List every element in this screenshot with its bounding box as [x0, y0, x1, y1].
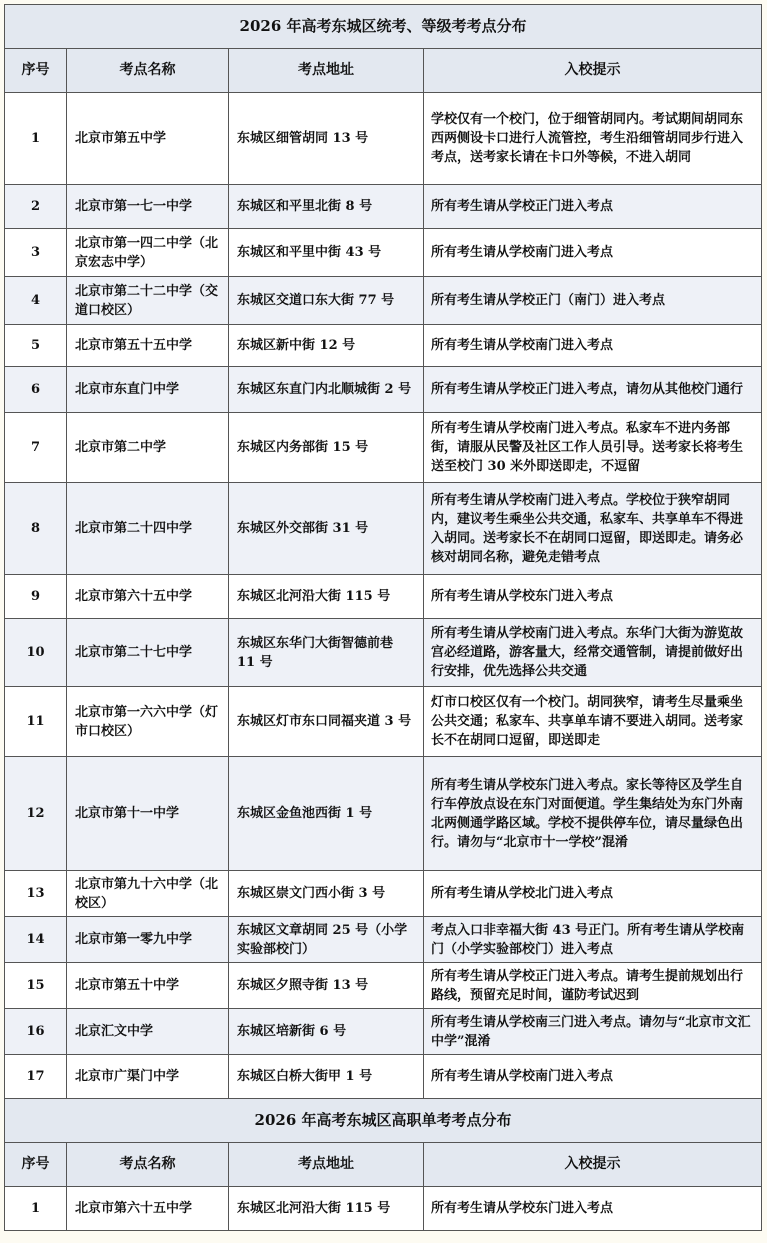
section1-title: 2026 年高考东城区统考、等级考考点分布: [5, 5, 762, 49]
row-index: 12: [5, 757, 67, 871]
table-row: [5, 277, 762, 325]
header-entry-tip: 入校提示: [424, 1143, 762, 1187]
row-entry-tip: 所有考生请从学校正门进入考点: [424, 185, 762, 229]
header-site-name: 考点名称: [67, 49, 229, 93]
row-site-address: 东城区北河沿大街 115 号: [229, 575, 424, 619]
row-site-address: 东城区夕照寺街 13 号: [229, 963, 424, 1009]
row-index: 14: [5, 917, 67, 963]
row-site-name: 北京市第九十六中学（北校区）: [67, 871, 229, 917]
section1-header-row: [5, 49, 762, 93]
row-site-name: 北京市第十一中学: [67, 757, 229, 871]
section2-title-row: [5, 1099, 762, 1143]
row-index: 1: [5, 1187, 67, 1231]
table-row: [5, 687, 762, 757]
section1-title-row: [5, 5, 762, 49]
row-site-address: 东城区文章胡同 25 号（小学实验部校门）: [229, 917, 424, 963]
table-row: [5, 963, 762, 1009]
row-site-name: 北京市第六十五中学: [67, 1187, 229, 1231]
row-site-name: 北京市东直门中学: [67, 367, 229, 413]
section2-title: 2026 年高考东城区高职单考考点分布: [5, 1099, 762, 1143]
row-site-address: 东城区金鱼池西街 1 号: [229, 757, 424, 871]
table-row: [5, 325, 762, 367]
exam-site-table: [4, 4, 762, 1231]
row-site-name: 北京市第一四二中学（北京宏志中学）: [67, 229, 229, 277]
row-entry-tip: 所有考生请从学校正门进入考点。请考生提前规划出行路线，预留充足时间，谨防考试迟到: [424, 963, 762, 1009]
row-index: 6: [5, 367, 67, 413]
table-row: [5, 1055, 762, 1099]
row-site-address: 东城区内务部街 15 号: [229, 413, 424, 483]
row-entry-tip: 所有考生请从学校南门进入考点。私家车不进内务部街，请服从民警及社区工作人员引导。送考家长将考生送至校门 30 米外即送即走，不逗留: [424, 413, 762, 483]
row-index: 5: [5, 325, 67, 367]
table-row: [5, 1009, 762, 1055]
row-site-address: 东城区和平里北街 8 号: [229, 185, 424, 229]
row-entry-tip: 所有考生请从学校正门（南门）进入考点: [424, 277, 762, 325]
row-site-address: 东城区北河沿大街 115 号: [229, 1187, 424, 1231]
table-row: [5, 871, 762, 917]
exam-site-document: [4, 4, 761, 1231]
row-site-name: 北京市第五十五中学: [67, 325, 229, 367]
table-row: [5, 575, 762, 619]
row-entry-tip: 所有考生请从学校东门进入考点: [424, 1187, 762, 1231]
row-site-address: 东城区和平里中街 43 号: [229, 229, 424, 277]
row-site-name: 北京市第五十中学: [67, 963, 229, 1009]
row-entry-tip: 所有考生请从学校正门进入考点，请勿从其他校门通行: [424, 367, 762, 413]
row-site-address: 东城区东华门大街智德前巷 11 号: [229, 619, 424, 687]
row-site-address: 东城区交道口东大街 77 号: [229, 277, 424, 325]
row-index: 3: [5, 229, 67, 277]
row-site-name: 北京市第一零九中学: [67, 917, 229, 963]
row-entry-tip: 所有考生请从学校南门进入考点: [424, 1055, 762, 1099]
section2-rows: [5, 1187, 762, 1231]
table-row: [5, 1187, 762, 1231]
row-site-address: 东城区白桥大街甲 1 号: [229, 1055, 424, 1099]
row-entry-tip: 所有考生请从学校东门进入考点。家长等待区及学生自行车停放点设在东门对面便道。学生集结处为东门外南北两侧通学路区域。学校不提供停车位，请尽量绿色出行。请勿与“北京市十一学校”混淆: [424, 757, 762, 871]
row-site-name: 北京市第二十四中学: [67, 483, 229, 575]
header-entry-tip: 入校提示: [424, 49, 762, 93]
row-entry-tip: 考点入口非幸福大街 43 号正门。所有考生请从学校南门（小学实验部校门）进入考点: [424, 917, 762, 963]
table-row: [5, 619, 762, 687]
row-index: 7: [5, 413, 67, 483]
row-site-address: 东城区灯市东口同福夹道 3 号: [229, 687, 424, 757]
row-site-name: 北京市第一七一中学: [67, 185, 229, 229]
row-site-name: 北京市第六十五中学: [67, 575, 229, 619]
header-site-address: 考点地址: [229, 1143, 424, 1187]
row-site-name: 北京市第一六六中学（灯市口校区）: [67, 687, 229, 757]
row-entry-tip: 灯市口校区仅有一个校门。胡同狭窄，请考生尽量乘坐公共交通；私家车、共享单车请不要进入胡同。送考家长不在胡同口逗留，即送即走: [424, 687, 762, 757]
table-row: [5, 413, 762, 483]
row-site-name: 北京汇文中学: [67, 1009, 229, 1055]
row-entry-tip: 所有考生请从学校北门进入考点: [424, 871, 762, 917]
table-row: [5, 229, 762, 277]
row-site-address: 东城区培新街 6 号: [229, 1009, 424, 1055]
row-site-name: 北京市第二十七中学: [67, 619, 229, 687]
section1-rows: [5, 93, 762, 1099]
row-site-address: 东城区外交部街 31 号: [229, 483, 424, 575]
row-entry-tip: 所有考生请从学校南门进入考点: [424, 325, 762, 367]
row-site-name: 北京市第二中学: [67, 413, 229, 483]
table-row: [5, 367, 762, 413]
row-entry-tip: 学校仅有一个校门，位于细管胡同内。考试期间胡同东西两侧设卡口进行人流管控，考生沿细管胡同步行进入考点，送考家长请在卡口外等候，不进入胡同: [424, 93, 762, 185]
row-index: 17: [5, 1055, 67, 1099]
row-index: 11: [5, 687, 67, 757]
row-index: 15: [5, 963, 67, 1009]
row-site-name: 北京市第五中学: [67, 93, 229, 185]
row-entry-tip: 所有考生请从学校东门进入考点: [424, 575, 762, 619]
table-row: [5, 185, 762, 229]
row-index: 4: [5, 277, 67, 325]
row-entry-tip: 所有考生请从学校南门进入考点: [424, 229, 762, 277]
table-row: [5, 757, 762, 871]
header-index: 序号: [5, 49, 67, 93]
header-site-name: 考点名称: [67, 1143, 229, 1187]
row-site-address: 东城区崇文门西小街 3 号: [229, 871, 424, 917]
table-row: [5, 917, 762, 963]
section2-header-row: [5, 1143, 762, 1187]
row-entry-tip: 所有考生请从学校南门进入考点。东华门大街为游览故宫必经道路，游客量大，经常交通管制，请提前做好出行安排，优先选择公共交通: [424, 619, 762, 687]
row-index: 13: [5, 871, 67, 917]
row-site-name: 北京市第二十二中学（交道口校区）: [67, 277, 229, 325]
row-site-address: 东城区东直门内北顺城街 2 号: [229, 367, 424, 413]
row-index: 1: [5, 93, 67, 185]
row-site-name: 北京市广渠门中学: [67, 1055, 229, 1099]
table-row: [5, 483, 762, 575]
header-site-address: 考点地址: [229, 49, 424, 93]
header-index: 序号: [5, 1143, 67, 1187]
table-row: [5, 93, 762, 185]
row-site-address: 东城区新中街 12 号: [229, 325, 424, 367]
row-site-address: 东城区细管胡同 13 号: [229, 93, 424, 185]
row-entry-tip: 所有考生请从学校南三门进入考点。请勿与“北京市文汇中学”混淆: [424, 1009, 762, 1055]
row-index: 9: [5, 575, 67, 619]
row-index: 10: [5, 619, 67, 687]
row-index: 2: [5, 185, 67, 229]
row-index: 8: [5, 483, 67, 575]
row-entry-tip: 所有考生请从学校南门进入考点。学校位于狭窄胡同内，建议考生乘坐公共交通，私家车、共享单车不得进入胡同。送考家长不在胡同口逗留，即送即走。请务必核对胡同名称，避免走错考点: [424, 483, 762, 575]
row-index: 16: [5, 1009, 67, 1055]
